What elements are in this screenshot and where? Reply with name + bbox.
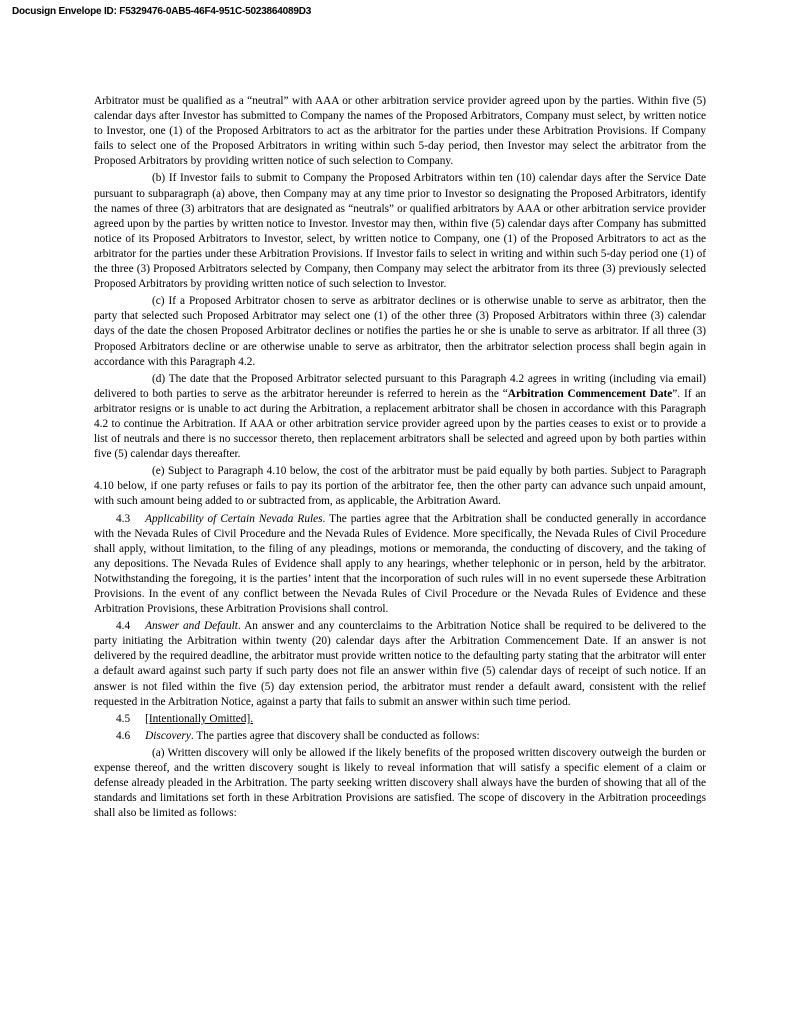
section-title: Discovery xyxy=(145,729,191,742)
section-4-6 xyxy=(94,729,706,744)
section-number: 4.3 xyxy=(116,512,131,525)
section-number: 4.5 xyxy=(116,712,131,725)
section-body: . The parties agree that discovery shall be conducted as follows: xyxy=(190,729,480,742)
paragraph-c: (c) If a Proposed Arbitrator chosen to serve as arbitrator declines or is otherwise unable to serve as arbitrator, then the party that selected such Proposed Arbitrator may select one (1) of the other three (3) Proposed Arbitrators within three (3) calendar days of the date the chosen Proposed Arbitrator declines or notifies the parties he or she is unable to serve as arbitrator. If all three (3) Proposed Arbitrators decline or are otherwise unable to serve as arbitrator, then the arbitrator selection process shall begin again in accordance with this Paragraph 4.2. xyxy=(94,295,706,368)
paragraph-d-end: ”. If an arbitrator resigns or is unable to act during the Arbitration, a replacement arbitrator shall be chosen in accordance with this Paragraph 4.2 to continue the Arbitration. If AAA or other arbitration service provider agreed upon by the parties ceases to exist or to provide a list of neutrals and there is no successor thereto, then replacement arbitrators shall be selected and agreed upon by both parties within five (5) calendar days thereafter. xyxy=(94,387,706,461)
section-title: Answer and Default xyxy=(145,620,238,633)
section-4-5 xyxy=(94,712,706,727)
section-4-3 xyxy=(94,512,706,618)
paragraph-d xyxy=(94,372,706,463)
paragraph-4-6-a: (a) Written discovery will only be allowed if the likely benefits of the proposed written discovery outweigh the burden or expense thereof, and the written discovery sought is likely to reveal information that will satisfy a specific element of a claim or defense already pleaded in the Arbitration. The party seeking written discovery shall always have the burden of showing that all of the standards and limitations set forth in these Arbitration Provisions are satisfied. The scope of discovery in the Arbitration proceedings shall also be limited as follows: xyxy=(94,746,706,820)
paragraph-intro: Arbitrator must be qualified as a “neutral” with AAA or other arbitration service provider agreed upon by the parties. Within five (5) calendar days after Investor has submitted to Company the names of the Proposed Arbitrators, Company must select, by written notice to Investor, one (1) of the Proposed Arbitrators to act as the arbitrator for the parties under these Arbitration Provisions. If Company fails to select one of the Proposed Arbitrators in writing within such 5-day period, then Investor may select the arbitrator from the Proposed Arbitrators by providing written notice of such selection to Company. xyxy=(94,95,706,168)
section-body: . The parties agree that the Arbitration shall be conducted generally in accordance with the Nevada Rules of Civil Procedure and the Nevada Rules of Evidence. More specifically, the Nevada Rules of Civil Procedure shall apply, without limitation, to the filing of any pleadings, motions or memoranda, the conducting of discovery, and the taking of any depositions. The Nevada Rules of Evidence shall apply to any hearings, whether telephonic or in person, held by the arbitrator. Notwithstanding the foregoing, it is the parties’ intent that the incorporation of such rules will in no event supersede these Arbitration Provisions. In the event of any conflict between the Nevada Rules of Civil Procedure or the Nevada Rules of Evidence and these Arbitration Provisions, these Arbitration Provisions shall control. xyxy=(94,512,706,616)
section-title: [Intentionally Omitted]. xyxy=(145,712,254,725)
defined-term-arbitration-commencement-date: Arbitration Commencement Date xyxy=(507,387,673,400)
paragraph-d-start: (d) The date that the Proposed Arbitrator selected pursuant to this Paragraph 4.2 agrees in writing (including via email) delivered to both parties to serve as the arbitrator hereunder is referred to herein as the “ xyxy=(94,372,706,400)
envelope-id-header: Docusign Envelope ID: F5329476-0AB5-46F4-951C-5023864089D3 xyxy=(12,6,312,17)
section-title: Applicability of Certain Nevada Rules xyxy=(145,512,323,525)
section-number: 4.4 xyxy=(116,620,131,633)
section-body: . An answer and any counterclaims to the Arbitration Notice shall be required to be delivered to the party initiating the Arbitration within twenty (20) calendar days after the Arbitration Commencement Date. If an answer is not delivered by the required deadline, the arbitrator must provide written notice to the defaulting party stating that the arbitrator will enter a default award against such party if such party does not file an answer within five (5) calendar days of receipt of such notice. If an answer is not filed within the five (5) day extension period, the arbitrator must render a default award, consistent with the relief requested in the Arbitration Notice, against a party that fails to submit an answer within such time period. xyxy=(94,620,706,708)
paragraph-b: (b) If Investor fails to submit to Company the Proposed Arbitrators within ten (10) calendar days after the Service Date pursuant to subparagraph (a) above, then Company may at any time prior to Investor so designating the Proposed Arbitrators, identify the names of three (3) arbitrators that are designated as “neutrals” or qualified arbitrators by AAA or other arbitration service provider agreed upon by the parties by written notice to Investor. Investor may then, within five (5) calendar days after Company has submitted notice of its Proposed Arbitrators to Investor, select, by written notice to Company, one (1) of the Proposed Arbitrators to act as the arbitrator for the parties under these Arbitration Provisions. If Investor fails to select in writing and within such 5-day period one (1) of the three (3) Proposed Arbitrators selected by Company, then Company may select the arbitrator from its three (3) previously selected Proposed Arbitrators by providing written notice of such selection to Investor. xyxy=(94,172,706,291)
document-page xyxy=(94,94,706,823)
paragraph-e: (e) Subject to Paragraph 4.10 below, the cost of the arbitrator must be paid equally by both parties. Subject to Paragraph 4.10 below, if one party refuses or fails to pay its portion of the arbitrator fee, then the other party can advance such unpaid amount, with such amount being added to or subtracted from, as applicable, the Arbitration Award. xyxy=(94,465,706,508)
section-number: 4.6 xyxy=(116,729,131,742)
section-4-4 xyxy=(94,619,706,710)
